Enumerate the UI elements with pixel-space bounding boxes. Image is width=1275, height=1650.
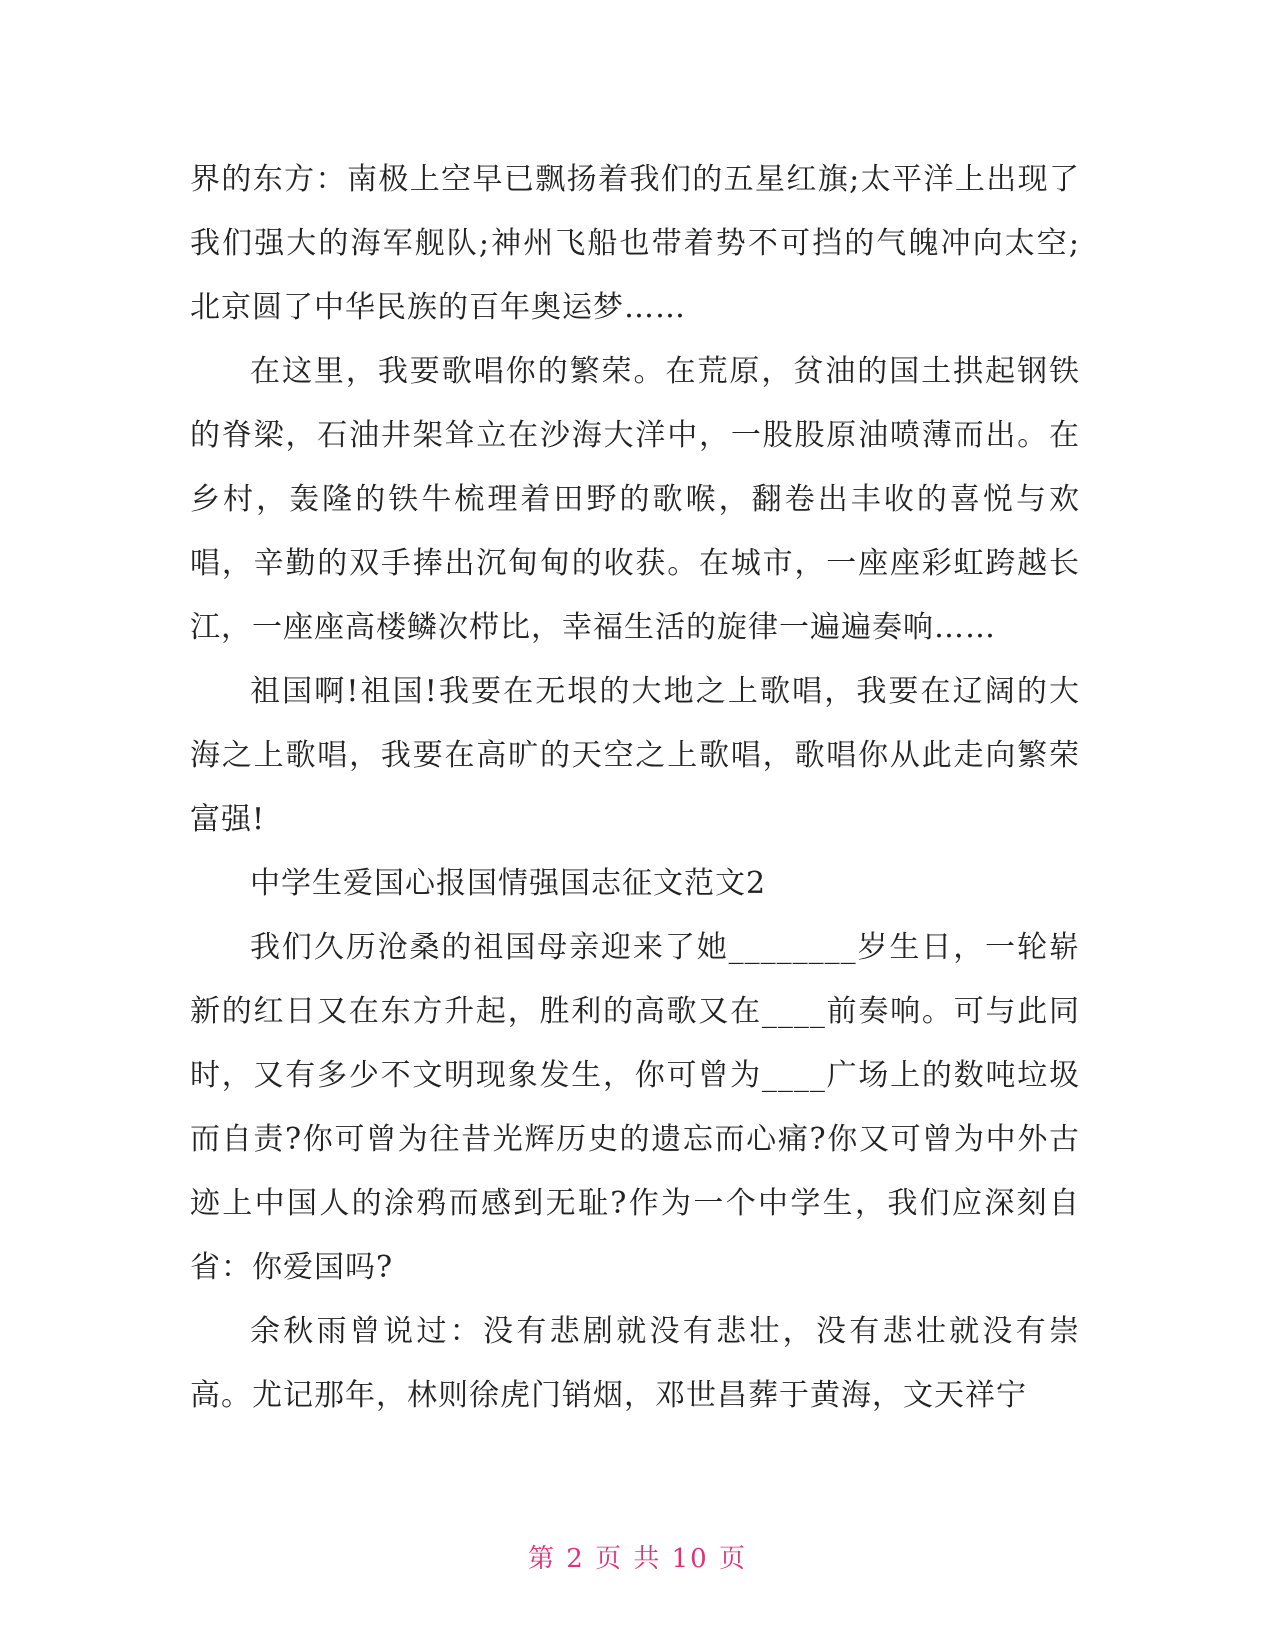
document-body	[190, 148, 1080, 1428]
page-number-footer: 第 2 页 共 10 页	[528, 1544, 747, 1574]
paragraph-prosperity: 在这里，我要歌唱你的繁荣。在荒原，贫油的国土拱起钢铁的脊梁，石油井架耸立在沙海大洋中，一股股原油喷薄而出。在乡村，轰隆的铁牛梳理着田野的歌喉，翻卷出丰收的喜悦与欢唱，辛勤的双手捧出沉甸甸的收获。在城市，一座座彩虹跨越长江，一座座高楼鳞次栉比，幸福生活的旋律一遍遍奏响……	[190, 354, 1080, 645]
paragraph-continued: 界的东方：南极上空早已飘扬着我们的五星红旗;太平洋上出现了我们强大的海军舰队;神州飞船也带着势不可挡的气魄冲向太空;北京圆了中华民族的百年奥运梦……	[190, 162, 1080, 325]
section-title: 中学生爱国心报国情强国志征文范文2	[250, 866, 767, 901]
paragraph-birthday: 我们久历沧桑的祖国母亲迎来了她________岁生日，一轮崭新的红日又在东方升起，胜利的高歌又在____前奏响。可与此同时，又有多少不文明现象发生，你可曾为____广场上的数吨垃圾而自责?你可曾为往昔光辉历史的遗忘而心痛?你又可曾为中外古迹上中国人的涂鸦而感到无耻?作为一个中学生，我们应深刻自省：你爱国吗?	[190, 930, 1080, 1285]
paragraph-motherland: 祖国啊!祖国!我要在无垠的大地之上歌唱，我要在辽阔的大海之上歌唱，我要在高旷的天空之上歌唱，歌唱你从此走向繁荣富强!	[190, 674, 1080, 837]
paragraph-yu-qiuyu: 余秋雨曾说过：没有悲剧就没有悲壮，没有悲壮就没有崇高。尤记那年，林则徐虎门销烟，邓世昌葬于黄海，文天祥宁	[190, 1314, 1080, 1413]
